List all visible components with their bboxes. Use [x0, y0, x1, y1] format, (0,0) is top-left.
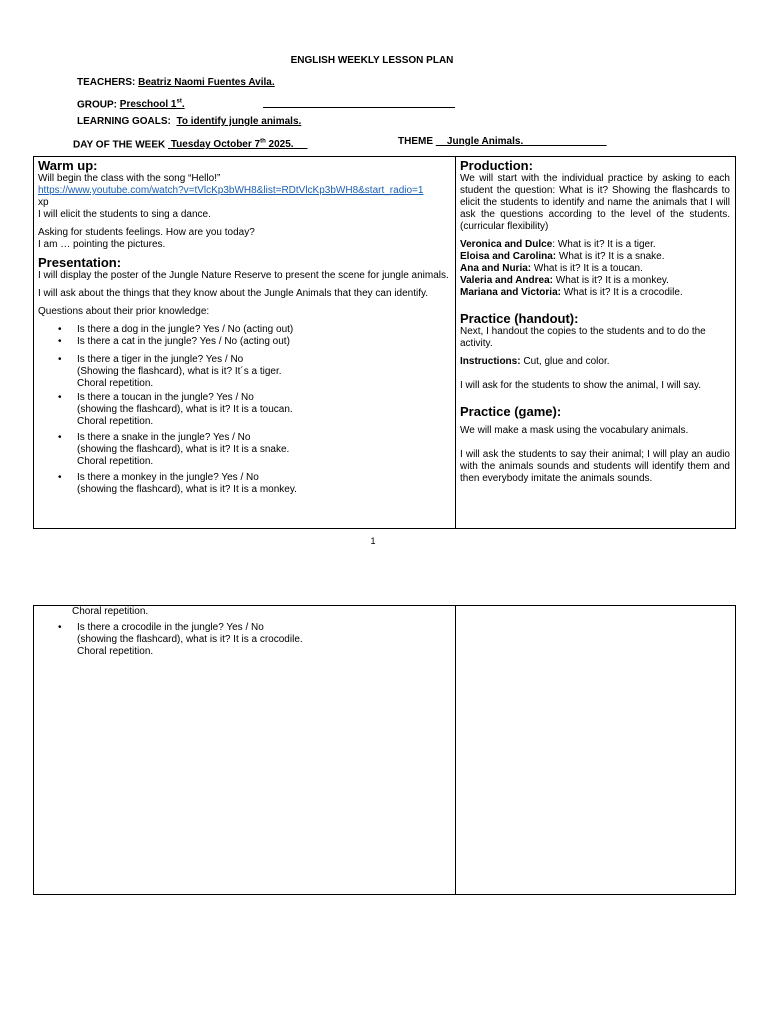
game-title: Practice (game):: [460, 404, 562, 419]
table-divider: [455, 156, 456, 529]
production-title: Production:: [460, 158, 533, 173]
document-title: ENGLISH WEEKLY LESSON PLAN: [290, 55, 454, 66]
list-item: • Is there a dog in the jungle? Yes / No (acting out): [38, 324, 450, 336]
game-text-1: We will make a mask using the vocabulary animals.: [460, 425, 689, 436]
theme-value: Jungle Animals.: [446, 136, 524, 147]
warmup-feelings: Asking for students feelings. How are you today?: [38, 227, 255, 238]
question-list-continued: [38, 622, 450, 658]
pair-line: Mariana and Victoria: What is it? It is a crocodile.: [460, 287, 683, 298]
handout-say: I will ask for the students to show the animal, I will say.: [460, 380, 702, 391]
pair-line: Valeria and Andrea: What is it? It is a monkey.: [460, 275, 669, 286]
production-text: We will start with the individual practice by asking to each student the question: What is it? Showing the flashcards to elicit the students to identify and name the animals that I will ask the questions according to the level of the students. (curricular flexibility): [460, 173, 730, 232]
list-item: • Is there a toucan in the jungle? Yes / No (showing the flashcard), what is it? It is a toucan. Choral repetition.: [38, 392, 450, 428]
day-label: DAY OF THE WEEK: [73, 139, 166, 151]
song-link[interactable]: https://www.youtube.com/watch?v=tVlcKp3bWH8&list=RDtVlcKp3bWH8&start_radio=1: [38, 185, 424, 196]
instructions-line: Instructions: Cut, glue and color.: [460, 356, 610, 367]
teachers-line: [77, 77, 275, 89]
table-divider-continued: [455, 605, 456, 895]
warmup-title: Warm up:: [38, 158, 98, 173]
left-column: [38, 158, 450, 496]
list-item: • Is there a cat in the jungle? Yes / No (acting out): [38, 336, 450, 348]
list-item: • Is there a tiger in the jungle? Yes / No (Showing the flashcard), what is it? It´s a tiger. Choral repetition.: [38, 354, 450, 390]
theme-line: [398, 136, 607, 148]
presentation-p2: I will ask about the things that they know about the Jungle Animals that they can identify.: [38, 288, 429, 299]
pair-line: Eloisa and Carolina: What is it? It is a snake.: [460, 251, 665, 262]
teachers-label: TEACHERS:: [77, 77, 136, 88]
learning-goals-line: [77, 116, 301, 128]
group-line: [77, 96, 185, 111]
warmup-song: Will begin the class with the song “Hello!”: [38, 173, 221, 184]
presentation-p1: I will display the poster of the Jungle Nature Reserve to present the scene for jungle animals.: [38, 270, 449, 281]
pair-line: Veronica and Dulce: What is it? It is a tiger.: [460, 239, 656, 250]
presentation-p3: Questions about their prior knowledge:: [38, 306, 210, 317]
choral-repetition: Choral repetition.: [72, 606, 149, 617]
handout-title: Practice (handout):: [460, 311, 579, 326]
day-line: [73, 136, 308, 151]
right-column: [460, 158, 730, 485]
warmup-elicit: I will elicit the students to sing a dance.: [38, 209, 211, 220]
presentation-title: Presentation:: [38, 255, 122, 270]
list-item: • Is there a snake in the jungle? Yes / No (showing the flashcard), what is it? It is a snake. Choral repetition.: [38, 432, 450, 468]
warmup-link-tail: xp: [38, 197, 49, 208]
theme-label: THEME: [398, 136, 433, 147]
pair-line: Ana and Nuria: What is it? It is a toucan.: [460, 263, 643, 274]
goals-value: To identify jungle animals.: [176, 116, 302, 127]
list-item: • Is there a monkey in the jungle? Yes / No (showing the flashcard), what is it? It is a monkey.: [38, 472, 450, 496]
group-blank-line: [263, 107, 455, 108]
goals-label: LEARNING GOALS:: [77, 116, 171, 127]
page-number: 1: [370, 536, 376, 546]
day-value: Tuesday October 7th 2025.: [170, 139, 294, 151]
question-list: [38, 324, 450, 496]
teachers-value: Beatriz Naomi Fuentes Avila.: [138, 77, 275, 88]
left-column-continued: [38, 606, 450, 658]
group-value: Preschool 1st.: [119, 99, 185, 111]
group-label: GROUP:: [77, 99, 117, 111]
list-item: • Is there a crocodile in the jungle? Yes / No (showing the flashcard), what is it? It is a crocodile. Choral repetition.: [38, 622, 450, 658]
warmup-iam: I am … pointing the pictures.: [38, 239, 166, 250]
game-text-2: I will ask the students to say their animal; I will play an audio with the animals sounds and students will identify them and then everybody imitate the animals sounds.: [460, 449, 730, 484]
handout-text: Next, I handout the copies to the students and to do the activity.: [460, 326, 706, 349]
